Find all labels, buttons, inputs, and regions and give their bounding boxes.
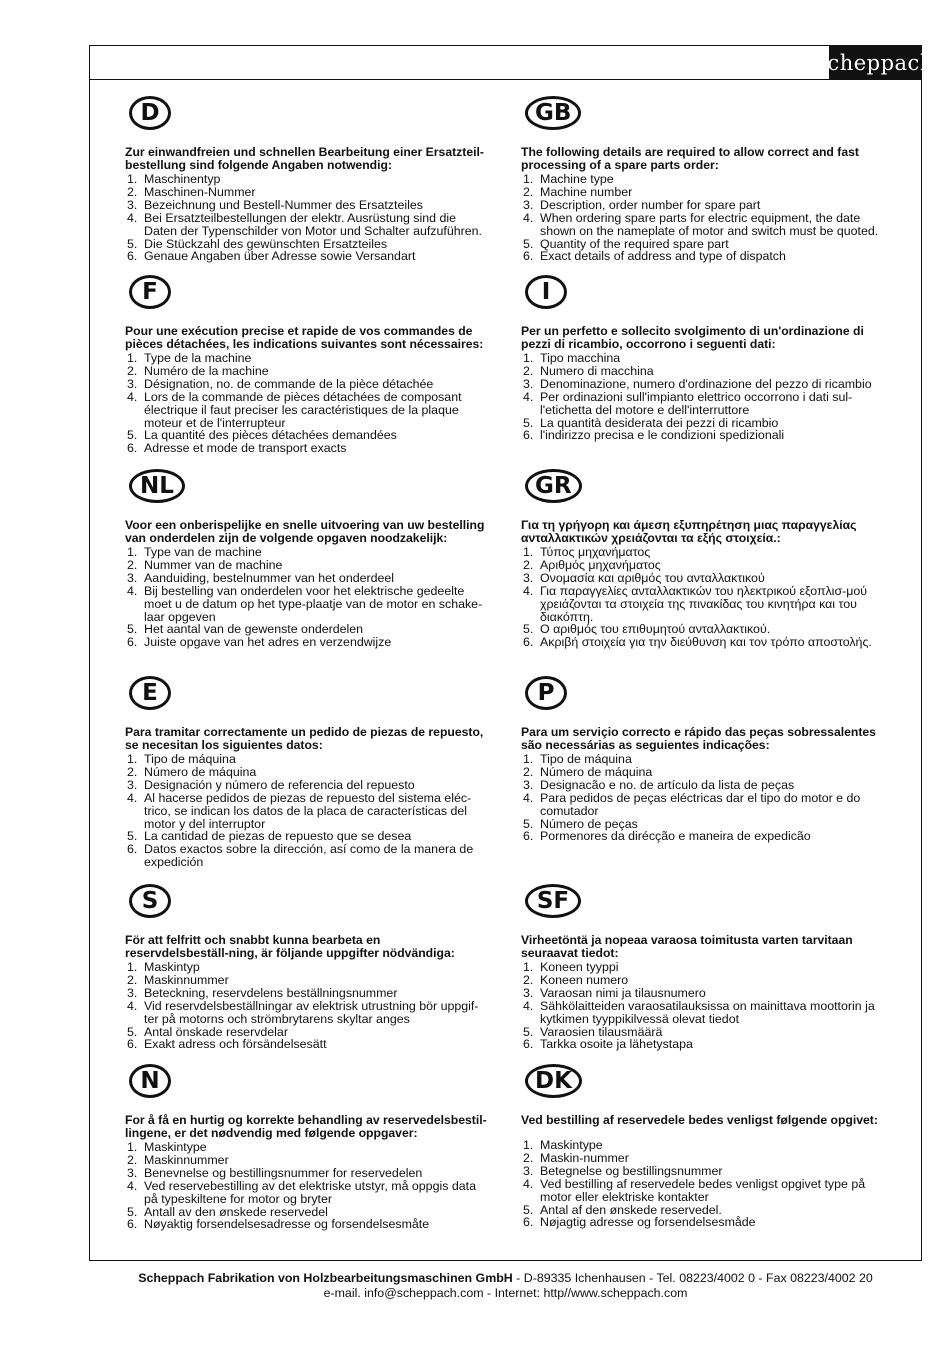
- list-item: [521, 636, 883, 649]
- item-text: Antal af den ønskede reservedel.: [540, 1202, 722, 1217]
- item-text: Tarkka osoite ja lähetystapa: [540, 1037, 693, 1052]
- item-number: 2.: [127, 557, 138, 572]
- item-text: Τύπος μηχανήματος: [540, 545, 651, 559]
- item-text: Tipo de máquina: [144, 752, 236, 766]
- item-text: Nøyaktig forsendelsesadresse og forsendelsesmåte: [144, 1217, 430, 1232]
- item-text: Betegnelse og bestillingsnummer: [540, 1163, 723, 1178]
- item-number: 3.: [523, 570, 534, 585]
- item-number: 3.: [127, 376, 138, 391]
- item-number: 3.: [523, 985, 534, 1000]
- footer-contact: e-mail. info@scheppach.com - Internet: http//www.scheppach.com: [323, 1286, 688, 1300]
- item-number: 4.: [523, 998, 534, 1013]
- section-d: [125, 96, 487, 263]
- item-text: Designación y número de referencia del repuesto: [144, 777, 415, 792]
- item-text: Maskin-nummer: [540, 1150, 629, 1165]
- section-intro: Pour une exécution precise et rapide de vos commandes de pièces détachées, les indications suivantes sont nécessaires:: [125, 324, 484, 351]
- section-f: [125, 275, 487, 455]
- list-item: [521, 1000, 883, 1026]
- page-footer: [89, 1271, 922, 1301]
- item-number: 4.: [127, 1178, 138, 1193]
- item-text: Pormenores da dirécção e maneira de expedicão: [540, 829, 811, 844]
- item-text: Adresse et mode de transport exacts: [144, 441, 347, 456]
- item-text: Vid reservdelsbeställningar av elektrisk utrustning bör uppgif-ter på motorns och strömbrytarens skyltar anges: [144, 998, 479, 1026]
- item-number: 2.: [127, 972, 138, 987]
- language-badge: DK: [525, 1064, 582, 1098]
- section-gr: [521, 469, 883, 649]
- list-item: [521, 391, 883, 417]
- item-number: 6.: [523, 635, 534, 650]
- list-item: [125, 585, 487, 624]
- list-item: [125, 212, 487, 238]
- section-gb: [521, 96, 883, 263]
- item-text: Ved reservebestilling av det elektriske utstyr, må oppgis data på typeskiltene for motor og bryter: [144, 1178, 476, 1206]
- item-text: Type de la machine: [144, 351, 252, 365]
- item-number: 1.: [127, 545, 138, 559]
- item-number: 1.: [523, 545, 534, 559]
- item-number: 1.: [127, 172, 138, 186]
- requirements-list: [521, 1139, 883, 1229]
- item-number: 3.: [127, 985, 138, 1000]
- item-number: 3.: [523, 197, 534, 212]
- item-text: Sähkölaitteiden varaosatilauksissa on mainittava moottorin ja kytkimen tyyppikilvessä olevat tiedot: [540, 998, 875, 1026]
- item-number: 4.: [127, 210, 138, 225]
- requirements-list: [521, 352, 883, 442]
- item-text: Genaue Angaben über Adresse sowie Versandart: [144, 249, 416, 264]
- item-number: 5.: [127, 428, 138, 443]
- item-number: 2.: [127, 1152, 138, 1167]
- section-intro: Για τη γρήγορη και άμεση εξυπηρέτηση μιας παραγγελίας ανταλλακτικών χρειάζονται τα εξής στοιχεία.:: [521, 518, 857, 545]
- requirements-list: [521, 173, 883, 263]
- item-text: La quantité des pièces détachées demandées: [144, 428, 397, 443]
- list-item: [521, 1178, 883, 1204]
- item-number: 6.: [523, 428, 534, 443]
- item-text: Numéro de la machine: [144, 363, 269, 378]
- item-text: Numero di macchina: [540, 363, 654, 378]
- item-text: Maschinen-Nummer: [144, 184, 256, 199]
- item-number: 2.: [127, 764, 138, 779]
- item-number: 5.: [523, 1202, 534, 1217]
- item-number: 2.: [523, 972, 534, 987]
- item-text: Número de peças: [540, 816, 638, 831]
- item-number: 4.: [127, 790, 138, 805]
- list-item: [521, 792, 883, 818]
- list-item: [521, 1216, 883, 1229]
- requirements-list: [521, 546, 883, 649]
- item-text: Varaosan nimi ja tilausnumero: [540, 985, 706, 1000]
- footer-line-1: [89, 1271, 922, 1286]
- item-text: Maskinnummer: [144, 1152, 229, 1167]
- section-dk: [521, 1064, 883, 1229]
- language-badge: GB: [525, 96, 581, 130]
- list-item: [125, 636, 487, 649]
- item-number: 4.: [523, 389, 534, 404]
- requirements-list: [125, 1141, 487, 1231]
- item-number: 4.: [523, 210, 534, 225]
- item-text: Nøjagtig adresse og forsendelsesmåde: [540, 1215, 756, 1230]
- header-rule: [89, 79, 922, 80]
- language-badge: SF: [525, 884, 581, 918]
- item-number: 1.: [127, 752, 138, 766]
- language-badge: NL: [129, 469, 185, 503]
- item-text: Αριθμός μηχανήματος: [540, 557, 661, 572]
- item-number: 5.: [127, 1024, 138, 1039]
- section-e: [125, 676, 487, 869]
- item-text: La quantità desiderata dei pezzi di ricambio: [540, 415, 779, 430]
- list-item: [125, 1038, 487, 1051]
- language-badge: N: [129, 1064, 171, 1098]
- list-item: [125, 792, 487, 831]
- item-text: Ο αριθμός του επιθυμητού ανταλλακτικού.: [540, 622, 771, 637]
- language-badge: P: [525, 676, 567, 710]
- item-number: 1.: [127, 1140, 138, 1154]
- item-number: 5.: [523, 622, 534, 637]
- item-number: 3.: [523, 1163, 534, 1178]
- item-text: Machine type: [540, 172, 614, 186]
- item-number: 6.: [523, 1037, 534, 1052]
- item-number: 1.: [523, 960, 534, 974]
- item-number: 4.: [127, 998, 138, 1013]
- item-text: Tipo de máquina: [540, 752, 632, 766]
- item-text: Per ordinazioni sull'impianto elettrico occorrono i dati sul-l'etichetta del motore e dell'interruttore: [540, 389, 853, 417]
- requirements-list: [521, 961, 883, 1051]
- company-address: - D-89335 Ichenhausen - Tel. 08223/4002 0 - Fax 08223/4002 20: [512, 1271, 873, 1285]
- item-text: Nummer van de machine: [144, 557, 283, 572]
- list-item: [521, 830, 883, 843]
- item-text: Al hacerse pedidos de piezas de repuesto del sistema eléc-trico, se indican los datos de la placa de características del motor y del interruptor: [144, 790, 472, 831]
- list-item: [125, 1000, 487, 1026]
- item-number: 2.: [523, 1150, 534, 1165]
- item-text: Bei Ersatzteilbestellungen der elektr. Ausrüstung sind die Daten der Typenschilder von Motor und Schalter aufzuführen.: [144, 210, 482, 238]
- item-number: 2.: [127, 184, 138, 199]
- item-number: 3.: [127, 777, 138, 792]
- item-number: 1.: [523, 172, 534, 186]
- section-s: [125, 884, 487, 1051]
- item-text: Antall av den ønskede reservedel: [144, 1204, 328, 1219]
- list-item: [125, 843, 487, 869]
- item-number: 3.: [127, 570, 138, 585]
- item-text: Antal önskade reservdelar: [144, 1024, 288, 1039]
- item-number: 5.: [523, 816, 534, 831]
- company-name: Scheppach Fabrikation von Holzbearbeitungsmaschinen GmbH: [138, 1271, 513, 1285]
- list-item: [521, 250, 883, 263]
- section-p: [521, 676, 883, 843]
- item-number: 6.: [523, 1215, 534, 1230]
- item-number: 2.: [523, 557, 534, 572]
- spacer: [521, 1127, 883, 1138]
- language-badge: E: [129, 676, 171, 710]
- item-number: 1.: [127, 960, 138, 974]
- item-text: Για παραγγελίες ανταλλακτικών του ηλεκτρικού εξοπλισ-μού χρειάζονται τα στοιχεία της πινακίδας του κινητήρα και του διακόπτη.: [540, 583, 868, 624]
- item-text: Maskintype: [144, 1140, 207, 1154]
- item-text: l'indirizzo precisa e le condizioni spedizionali: [540, 428, 785, 443]
- item-text: Het aantal van de gewenste onderdelen: [144, 622, 364, 637]
- item-number: 2.: [523, 184, 534, 199]
- item-text: Maskinnummer: [144, 972, 229, 987]
- item-number: 5.: [127, 829, 138, 844]
- list-item: [125, 391, 487, 430]
- item-number: 2.: [127, 363, 138, 378]
- item-number: 6.: [523, 249, 534, 264]
- language-badge: GR: [525, 469, 582, 503]
- item-number: 6.: [127, 1217, 138, 1232]
- section-intro: För att felfritt och snabbt kunna bearbeta en reservdelsbeställ-ning, är följande uppgifter nödvändiga:: [125, 933, 455, 960]
- item-number: 1.: [523, 351, 534, 365]
- item-text: Ved bestilling af reservedele bedes venligst opgivet type på motor eller elektriske kontakter: [540, 1176, 866, 1204]
- section-sf: [521, 884, 883, 1051]
- item-number: 2.: [523, 764, 534, 779]
- item-text: Description, order number for spare part: [540, 197, 761, 212]
- item-text: Benevnelse og bestillingsnummer for reservedelen: [144, 1165, 423, 1180]
- item-text: Aanduiding, bestelnummer van het onderdeel: [144, 570, 395, 585]
- requirements-list: [521, 753, 883, 843]
- item-number: 3.: [523, 376, 534, 391]
- section-intro: The following details are required to allow correct and fast processing of a spare parts order:: [521, 145, 859, 172]
- list-item: [125, 1218, 487, 1231]
- requirements-list: [125, 352, 487, 455]
- item-text: Lors de la commande de pièces détachées de composant électrique il faut preciser les caractéristiques de la plaque moteur et de l'interrupteur: [144, 389, 462, 430]
- list-item: [125, 1180, 487, 1206]
- item-text: Koneen tyyppi: [540, 960, 619, 974]
- item-number: 3.: [523, 777, 534, 792]
- item-text: Maskintype: [540, 1138, 603, 1152]
- requirements-list: [125, 961, 487, 1051]
- section-intro: Ved bestilling af reservedele bedes venligst følgende opgivet:: [521, 1113, 878, 1127]
- item-number: 6.: [523, 829, 534, 844]
- item-text: Bij bestelling van onderdelen voor het elektrische gedeelte moet u de datum op het type-plaatje van de motor en schake-laar opgeven: [144, 583, 483, 624]
- language-badge: D: [129, 96, 171, 130]
- section-intro: Voor een onberispelijke en snelle uitvoering van uw bestelling van onderdelen zijn de volgende opgaven noodzakelijk:: [125, 518, 485, 545]
- item-number: 4.: [127, 389, 138, 404]
- brand-logo: scheppach: [829, 46, 921, 79]
- section-intro: Para um serviçio correcto e rápido das peças sobressalentes são necessárias as seguientes indicações:: [521, 725, 876, 752]
- item-text: Ακριβή στοιχεία για την διεύθυνση και τον τρόπο αποστολής.: [540, 635, 872, 650]
- item-number: 6.: [127, 1037, 138, 1052]
- item-number: 1.: [523, 1138, 534, 1152]
- item-text: Die Stückzahl des gewünschten Ersatzteiles: [144, 236, 388, 251]
- section-i: [521, 275, 883, 442]
- section-intro: Zur einwandfreien und schnellen Bearbeitung einer Ersatzteil-bestellung sind folgende Angaben notwendig:: [125, 145, 484, 172]
- item-number: 4.: [523, 790, 534, 805]
- section-intro: Per un perfetto e sollecito svolgimento di un'ordinazione di pezzi di ricambio, occorrono i seguenti dati:: [521, 324, 864, 351]
- list-item: [125, 442, 487, 455]
- requirements-list: [125, 753, 487, 869]
- item-text: When ordering spare parts for electric equipment, the date shown on the nameplate of motor and switch must be quoted.: [540, 210, 879, 238]
- item-number: 1.: [127, 351, 138, 365]
- item-number: 4.: [127, 583, 138, 598]
- item-text: Machine number: [540, 184, 633, 199]
- item-number: 3.: [127, 1165, 138, 1180]
- requirements-list: [125, 173, 487, 263]
- list-item: [521, 585, 883, 624]
- item-text: Bezeichnung und Bestell-Nummer des Ersatzteiles: [144, 197, 423, 212]
- section-nl: [125, 469, 487, 649]
- item-text: La cantidad de piezas de repuesto que se desea: [144, 829, 412, 844]
- list-item: [521, 429, 883, 442]
- item-number: 5.: [127, 622, 138, 637]
- item-number: 4.: [523, 1176, 534, 1191]
- requirements-list: [125, 546, 487, 649]
- item-text: Datos exactos sobre la dirección, así como de la manera de expedición: [144, 842, 474, 870]
- item-text: Exact details of address and type of dispatch: [540, 249, 786, 264]
- item-number: 5.: [523, 236, 534, 251]
- item-number: 5.: [127, 1204, 138, 1219]
- item-number: 2.: [523, 363, 534, 378]
- item-text: Type van de machine: [144, 545, 262, 559]
- item-number: 5.: [523, 415, 534, 430]
- item-text: Varaosien tilausmäärä: [540, 1024, 663, 1039]
- item-text: Para pedidos de peças eléctricas dar el tipo do motor e do comutador: [540, 790, 861, 818]
- item-text: Maschinentyp: [144, 172, 221, 186]
- item-text: Juiste opgave van het adres en verzendwijze: [144, 635, 392, 650]
- item-text: Designacão e no. de artículo da lista de peças: [540, 777, 795, 792]
- item-number: 4.: [523, 583, 534, 598]
- item-number: 5.: [523, 1024, 534, 1039]
- language-badge: F: [129, 275, 171, 309]
- item-text: Exakt adress och försändelsesätt: [144, 1037, 327, 1052]
- item-text: Denominazione, numero d'ordinazione del pezzo di ricambio: [540, 376, 872, 391]
- item-text: Désignation, no. de commande de la pièce détachée: [144, 376, 434, 391]
- section-intro: Virheetöntä ja nopeaa varaosa toimitusta varten tarvitaan seuraavat tiedot:: [521, 933, 853, 960]
- item-number: 6.: [127, 441, 138, 456]
- item-text: Beteckning, reservdelens beställningsnummer: [144, 985, 398, 1000]
- item-text: Quantity of the required spare part: [540, 236, 729, 251]
- item-number: 5.: [127, 236, 138, 251]
- item-text: Maskintyp: [144, 960, 200, 974]
- section-intro: For å få en hurtig og korrekte behandling av reservedelsbestil-lingene, er det nødvendig med følgende oppgaver:: [125, 1113, 487, 1140]
- list-item: [125, 250, 487, 263]
- item-number: 6.: [127, 635, 138, 650]
- item-text: Número de máquina: [540, 764, 653, 779]
- item-text: Koneen numero: [540, 972, 629, 987]
- item-text: Ονομασία και αριθμός του ανταλλακτικού: [540, 570, 765, 585]
- list-item: [521, 1038, 883, 1051]
- language-badge: I: [525, 275, 567, 309]
- item-number: 3.: [127, 197, 138, 212]
- item-number: 6.: [127, 842, 138, 857]
- section-n: [125, 1064, 487, 1231]
- item-text: Tipo macchina: [540, 351, 621, 365]
- language-badge: S: [129, 884, 171, 918]
- item-number: 6.: [127, 249, 138, 264]
- item-number: 1.: [523, 752, 534, 766]
- list-item: [521, 212, 883, 238]
- item-text: Número de máquina: [144, 764, 257, 779]
- section-intro: Para tramitar correctamente un pedido de piezas de repuesto, se necesitan los siguientes datos:: [125, 725, 484, 752]
